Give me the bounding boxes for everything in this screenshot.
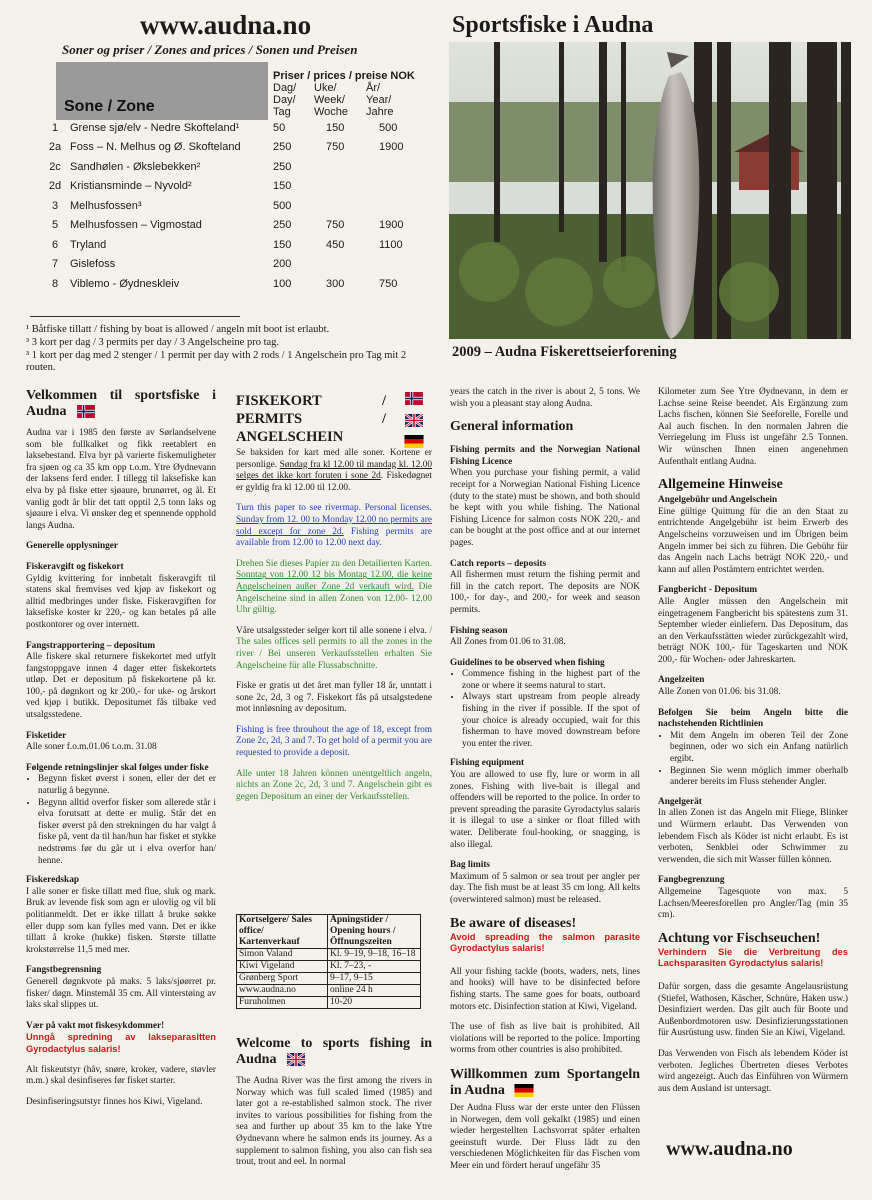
warn-de-warning: Verhindern Sie die Verbreitung des Lachsparasiten Gyrodactylus salaris! (658, 946, 848, 969)
disease-no-text: Alt fiskeutstyr (håv, snøre, kroker, vadere, støvler m.m.) skal desinfiseres før fisket starter. (26, 1064, 216, 1087)
sales-text: Våre utsalgssteder selger kort til alle sonene i elva. / The sales offices sell permits to all the zones in the river / Bei unseren Verkaufsstellen erhalten Sie Angelscheine für alle Flussabschnitte. (236, 625, 432, 671)
list-item: • Begynn fisket øverst i sonen, eller der det er naturlig å begynne. (38, 774, 216, 797)
price-year: 1900 (379, 219, 404, 232)
column-permits (236, 392, 432, 812)
disease-no-warning: Unngå spredning av lakseparasitten Gyrodactylus salaris! (26, 1032, 216, 1054)
rules-de-heading: Befolgen Sie beim Angeln bitte die nachstehenden Richtlinien (658, 707, 848, 730)
aware-en-text: All your fishing tackle (boots, waders, nets, lines and hooks) will have to be disinfected before fishing starts. The same goes for boats, outboard motors etc. Disinfection station at Kiwi, Vigeland. (450, 966, 640, 1012)
table-row (40, 196, 432, 216)
price-week (326, 157, 379, 177)
welcome-en (236, 1036, 432, 1178)
zone-name: Grense sjø/elv - Nedre Skofteland¹ (70, 121, 240, 134)
table-row (40, 255, 432, 275)
price-week: 750 (326, 141, 345, 154)
footer-site: www.audna.no (666, 1138, 793, 1160)
season-en-heading: Fishing season (450, 625, 508, 636)
list-item: • Begynn alltid overfor fisker som allerede står i elva forutsatt at dette er mulig. Står det en fisker øverst på den strekningen du har valgt å fiske på, vent da til han/hun har fisket et stykke nedstrøms før du går ut i elva overfor han/ henne. (38, 798, 216, 868)
live-en-text: The use of fish as live bait is prohibited. All violations will be reported to the police. Importing worms from other countries is also prohibited. (450, 1022, 640, 1056)
price-year: 1900 (379, 141, 404, 154)
permits-no-text: Se baksiden for kart med alle soner. Kortene er personlige. Søndag fra kl 12.00 til mandag kl. 12.00 selges det ikke kort foruten i sone 2d. Fiskedøgnet er gyldig fra kl 12.00 til 12.00. (236, 448, 433, 493)
price-day: 250 (273, 160, 292, 173)
uk-flag-icon (404, 414, 424, 432)
bag-en-text: Maximum of 5 salmon or sea trout per angler per day. The fish must be at least 35 cm long. All kelts (overwintered salmon) must be released. (450, 871, 640, 905)
zone-name: Foss – N. Melhus og Ø. Skofteland (70, 141, 241, 154)
rules-no-list (26, 774, 216, 867)
footnote-2: ³ 3 kort per dag / 3 permits per day / 3 Angelscheine pro tag. (26, 337, 280, 348)
column-german (658, 387, 848, 1104)
price-year (379, 196, 432, 216)
limit-no-text: Generell døgnkvote på maks. 5 laks/sjøørret pr. fisker/ døgn. Minstemål 35 cm. All vinterstøing av laks skal slippes ut. (26, 976, 216, 1011)
zone-name: Melhusfossen – Vigmostad (70, 219, 202, 232)
table-row (237, 949, 421, 961)
zone-number: 1 (51, 121, 59, 134)
tackle-no-text: I alle soner er fiske tillatt med flue, sluk og mark. Bruk av levende fisk som agn er ulovlig og vil bli politianmeldt. Det er ikke tillatt å bruke søkke eller dupp som kan fylles med vann. Det er ikke tillatt å kroke (hukke) fisken. Største tillatte krokstørrelse 11,5 med mer. (26, 886, 216, 955)
price-week: 450 (326, 238, 345, 251)
site-title: www.audna.no (140, 10, 312, 40)
welcome-de-text: Der Audna Fluss war der erste unter den Flüssen in Norwegen, dem voll gekalkt (1985) und einen wieder hergestellten Lachsvorrat später erhalten geeinstuft wurde. Der Fluss lädt zu den verschiedenen Möglichkeiten für das Fischen vom Meer ein und fördert herauf ungefähr 35 (450, 1102, 640, 1171)
permit-flags (404, 392, 424, 453)
season-en-text: All Zones from 01.06 to 31.08. (450, 637, 566, 648)
right-title: Sportsfiske i Audna (452, 12, 654, 38)
salmon-photo (449, 42, 851, 339)
general-en-heading: General information (450, 419, 574, 435)
zones-subtitle: Soner og priser / Zones and prices / Sonen und Preisen (62, 42, 358, 57)
permits-en-text: Turn this paper to see rivermap. Personal licenses. Sunday from 12. 00 to Monday 12.00 no permits are sold except for zone 2d. Fishing permits are available from 12.00 to 12.00 next day. (236, 503, 432, 549)
permits-en-body: When you purchase your fishing permit, a valid receipt for a Norwegian National Fishing Licence (duty to the state) must be shown, and both should be kept with you while fishing. The National Fishing Licence for salmon costs NOK 220,- and can be bought at the post office and at our internet pages. (450, 468, 640, 548)
column-norwegian (26, 388, 216, 1117)
seller-hours: 10-20 (328, 997, 421, 1009)
times-no-text: Alle soner f.o.m.01.06 t.o.m. 31.08 (26, 742, 157, 753)
bait-de-text: Das Verwenden von Fisch als lebendem Köder ist verboten. Jegliches Übertreten dieses Verbotes wird angezeigt. Auch das Einführen von Würmern aus dem Ausland ist untersagt. (658, 1048, 848, 1094)
seller-name: www.audna.no (237, 985, 328, 997)
seller-name: Grønberg Sport (237, 973, 328, 985)
equip-en-text: You are allowed to use fly, lure or worm in all zones. Fishing with live-bait is illegal and offenders will be reported to the police. In order to prevent spreading the parasite Gyrodactylus salaris it is illegal to use a sinker or float filled with water. Deliberate foul-hooking, or snagging, is also illegal. (450, 770, 640, 850)
seller-hours: Kl. 7–23, - (328, 961, 421, 973)
free-de-text: Alle unter 18 Jahren können unentgeltlich angeln, nichts an Zone 2c, 2d, 3 und 7. Angelschein gibt es gegen Depositum an einer der Verkaufsstellen. (236, 768, 432, 802)
norway-flag-icon (404, 392, 424, 410)
welcome-en-text: The Audna River was the first among the rivers in Norway which was full scaled limed (1985) and later got a re-established salmon stock. The river invites to various possibilities for fishing from the sea and further up about 35 km to the lake Ytre Øydnevann where he salmon ends its journey. As a supplement to salmon fishing, you also can fish sea trout, trout and eel. In normal (236, 1076, 432, 1168)
gear-de-text: In allen Zonen ist das Angeln mit Fliege, Blinker und Würmern erlaubt. Das Verwenden von lebendem Fisch als Köder ist nicht erlaubt. Es ist verboten, Senkblei oder Schwimmer zu verwenden, die sich mit Wasser füllen können. (658, 808, 848, 865)
price-day: 150 (273, 180, 292, 193)
zone-name: Gislefoss (70, 258, 116, 271)
price-week: 150 (326, 121, 345, 134)
sellers-head-hours: Åpningstider / Opening hours / Öffnungszeiten (328, 915, 421, 949)
equip-en-heading: Fishing equipment (450, 758, 525, 769)
fee-de-heading: Angelgebühr und Angelschein (658, 495, 778, 506)
price-week: 750 (326, 219, 345, 232)
price-day: 250 (273, 141, 292, 154)
permits-en-heading: Fishing permits and the Norwegian National Fishing Licence (450, 445, 640, 467)
table-row (40, 177, 432, 197)
zone-number: 6 (51, 238, 59, 251)
catch-de-heading: Fangbericht - Depositum (658, 585, 758, 596)
fee-no-heading: Fiskeravgift og fiskekort (26, 561, 124, 572)
price-year (379, 157, 432, 177)
guide-en-list (450, 669, 640, 750)
tackle-no-heading: Fiskeredskap (26, 875, 80, 886)
aware-en-warning: Avoid spreading the salmon parasite Gyrodactylus salaris! (450, 931, 640, 954)
footnote-divider (30, 316, 240, 317)
zone-name: Tryland (70, 238, 107, 251)
welcome-de-title: Willkommen zum Sportangeln in Audna (450, 1066, 640, 1098)
price-year (379, 255, 432, 275)
zone-name: Sandhølen - Økslebekken² (70, 160, 201, 173)
price-week: 300 (326, 277, 345, 290)
table-row (40, 138, 432, 158)
list-item: • Always start upstream from people already fishing in the river if possible. If the spot of your choice is already occupied, wait for this fisherman to have moved downstream before you enter the river. (462, 692, 640, 750)
footnote-1: ¹ Båtfiske tillatt / fishing by boat is allowed / angeln mit boot ist erlaubt. (26, 324, 330, 335)
col-day-header: Dag/ Day/ Tag (273, 82, 297, 118)
gear-de-heading: Angelgerät (658, 796, 702, 807)
price-week (326, 177, 379, 197)
fee-no-text: Gyldig kvittering for innbetalt fiskeravgift til statens skal fremvises ved kjøp av fiskekort og alltid medbringes under fiske. Fiskeravgiften for laksefiske koster kr 220,- og kan betales på alle postkontorer og over internett. (26, 573, 216, 630)
table-row (40, 235, 432, 255)
price-day: 50 (273, 121, 286, 134)
zone-header-label: Sone / Zone (64, 98, 155, 115)
germany-flag-icon (514, 1084, 534, 1097)
price-year: 500 (379, 121, 398, 134)
seller-hours: Kl. 9–19, 9–18, 16–18 (328, 949, 421, 961)
price-day: 200 (273, 258, 292, 271)
zone-number: 5 (51, 219, 59, 232)
fee-de-text: Eine gültige Quittung für die an den Staat zu entrichtende Angelgebühr ist beim Erwerb des Angelscheins vorzuweisen und im Übrigen beim Angeln immer bei sich zu führen. Die Gebühr für das Angeln nach Lachs beträgt NOK 220,- und kann auf allen Postämtern entrichtet werden. (658, 506, 848, 575)
price-day: 250 (273, 219, 292, 232)
zone-number: 7 (51, 258, 59, 271)
catch-de-text: Alle Angler müssen den Angelschein mit eingetragenem Fangbericht bis spätestens zum 31. September wieder einliefern. Das Depositum, das an den Verkaufsstätten wieder zurückgezahlt wird, beträgt NOK 100,- für Tageskarten und NOK 200,- für Wochen- oder Jahreskarten. (658, 596, 848, 665)
list-item: • Mit dem Angeln im oberen Teil der Zone beginnen, oder wo sich ein Anfang natürlich ergibt. (670, 731, 848, 766)
permits-heading-block (236, 392, 432, 448)
footnote-3: ³ 1 kort per dag med 2 stenger / 1 permit per day with 2 rods / 1 Angelschein pro Tag mit 2 routen. (26, 350, 407, 373)
price-week (326, 196, 379, 216)
price-year: 1100 (379, 238, 403, 251)
zone-name: Viblemo - Øydneskleiv (70, 277, 180, 290)
free-no-text: Fiske er gratis ut det året man fyller 18 år, unntatt i sone 2c, 2d, 3 og 7. Fiskekort fås på utsalgstedene mot innløsning av depositum. (236, 681, 432, 715)
report-no-text: Alle fiskere skal returnere fiskekortet med utfylt fangstoppgave innen 4 dager etter fiskekortets utløp. Det er depositum på fiskekortene på kr. 100,- på døgnkort og kr 200,- for uke- og årskort ved kjøp i butikk. Depositumet fås tilbake ved utsalgsstedene. (26, 652, 216, 721)
warn-de-heading: Achtung vor Fischseuchen! (658, 930, 821, 946)
guide-en-heading: Guidelines to be observed when fishing (450, 657, 605, 668)
zone-number: 8 (51, 277, 59, 290)
sellers-head-office: Kortselgere/ Sales office/ Kartenverkauf (237, 915, 328, 949)
times-de-text: Alle Zonen von 01.06. bis 31.08. (658, 687, 781, 698)
intro-no: Audna var i 1985 den første av Sørlandselvene som ble fullkalket og fikk reetablert en laksebestand. Elva byr på varierte fiskemuligheter fra sjøen og ca 35 km opp t.o.m. Ytre Øydnevann der laksens ferd ender. I tillegg til laksefiske kan elva by på fiske etter sjøaure, brunørret, og ål. Et vanlig godt år blir det tatt opptil 2,5 tonn laks og sjøaure i elva. Vi ønsker deg et spennende opphold langs Audna. (26, 428, 216, 531)
table-row (237, 997, 421, 1009)
zone-number: 2c (49, 160, 61, 173)
zone-number: 2d (48, 180, 62, 193)
col-year-header: År/ Year/ Jahre (366, 82, 394, 118)
list-item: • Beginnen Sie wenn möglich immer oberhalb anderer bereits im Fluss stehender Angler. (670, 766, 848, 789)
price-day: 150 (273, 238, 292, 251)
welcome-en-cont: years the catch in the river is about 2, 5 tons. We wish you a pleasant stay along Audna. (450, 387, 640, 409)
permits-de-text: Drehen Sie dieses Papier zu den Detailierten Karten. Sonntag von 12.00 12 bis Montag 12.00, die keine Angelscheinen außer Zone 2d verkauft wird. Die Angelscheine sind in allen Zonen von 12.00- 12.00 Uhr gültig. (236, 558, 433, 616)
warn-de-text: Dafür sorgen, dass die gesamte Angelausrüstung (Stiefel, Wathosen, Käscher, Schnüre, Haken usw.) Desinfiziert werden. Das gilt auch für Boote und Außenbordmotoren usw. Desinfizierungsstationen für Ausrüstung usw. finden Sie an Kiwi, Vigeland. (658, 981, 848, 1039)
rules-no-heading: Følgende retningslinjer skal følges under fiske (26, 762, 209, 773)
times-de-heading: Angelzeiten (658, 675, 705, 686)
table-row (237, 985, 421, 997)
zone-name: Kristiansminde – Nyvold² (70, 180, 192, 193)
zone-number: 2a (48, 141, 62, 154)
general-de-heading: Allgemeine Hinweise (658, 477, 783, 493)
seller-hours: 9–17, 9–15 (328, 973, 421, 985)
rules-de-list (658, 731, 848, 789)
germany-flag-icon (404, 435, 424, 453)
bag-en-heading: Bag limits (450, 860, 491, 871)
times-no-heading: Fisketider (26, 730, 67, 741)
price-year: 750 (379, 277, 398, 290)
table-row (237, 915, 421, 949)
limit-de-heading: Fangbegrenzung (658, 875, 725, 886)
zone-price-table (40, 118, 432, 294)
disinfect-no-text: Desinfiseringsutstyr finnes hos Kiwi, Vigeland. (26, 1096, 203, 1107)
zone-number: 3 (51, 199, 59, 212)
limit-de-text: Allgemeine Tagesquote von max. 5 Lachsen/Meeresforellen pro Angler/Tag (min 35 cm). (658, 886, 848, 921)
footnotes (26, 324, 416, 375)
welcome-en-title: Welcome to sports fishing in Audna (236, 1036, 432, 1067)
table-row (237, 973, 421, 985)
norway-flag-icon (76, 405, 96, 418)
sellers-table (236, 914, 421, 1009)
price-header-title: Priser / prices / preise NOK (273, 70, 415, 82)
table-row (40, 118, 432, 138)
limit-no-heading: Fangstbegrensning (26, 965, 102, 976)
seller-hours: online 24 h (328, 985, 421, 997)
table-row (40, 274, 432, 294)
photo-caption: 2009 – Audna Fiskerettseierforening (452, 344, 677, 360)
price-week (326, 255, 379, 275)
disease-no-heading: Vær på vakt mot fiskesykdommer! (26, 1020, 165, 1031)
col-week-header: Uke/ Week/ Woche (314, 82, 349, 118)
welcome-no-title: Velkommen til sportsfiske i Audna (26, 388, 216, 419)
table-row (40, 216, 432, 236)
seller-name: Kiwi Vigeland (237, 961, 328, 973)
free-en-text: Fishing is free throuhout the age of 18, except from Zone 2c, 2d, 3 and 7. To get hold of a permit you are requested to provide a deposit. (236, 724, 432, 759)
price-day: 100 (273, 277, 292, 290)
price-year (379, 177, 432, 197)
table-row (40, 157, 432, 177)
column-english (450, 387, 640, 1181)
catch-en-heading: Catch reports – deposits (450, 558, 547, 569)
seller-name: Simon Valand (237, 949, 328, 961)
welcome-de-cont: Kilometer zum See Ytre Øydnevann, in dem er Lachse seine Reise beendet. Als Ergänzung zum Lachs fischen, können Sie Seeforelle, Forelle und Aal auch fischen. In den normalen Jahren die Verriegelung im Fluss ist ungefähr 2.5 Tonnen. Wir wünschen Ihnen einen angenehmen Aufenthalt entlang Audna. (658, 387, 848, 467)
list-item: • Commence fishing in the highest part of the zone or where it seems natural to start. (462, 669, 640, 692)
zone-name: Melhusfossen³ (70, 199, 142, 212)
report-no-heading: Fangstrapportering – depositum (26, 640, 156, 651)
catch-en-text: All fishermen must return the fishing permit and fill in the catch report. The deposits are NOK 100,- for day-, and 200,- for week and season permits. (450, 570, 640, 615)
table-row (237, 961, 421, 973)
aware-en-heading: Be aware of diseases! (450, 915, 577, 931)
general-no-heading: Generelle opplysninger (26, 541, 119, 552)
seller-name: Furuholmen (237, 997, 328, 1009)
uk-flag-icon (286, 1053, 306, 1066)
price-day: 500 (273, 199, 292, 212)
permits-title: FISKEKORT / PERMITS / ANGELSCHEIN (236, 393, 386, 445)
